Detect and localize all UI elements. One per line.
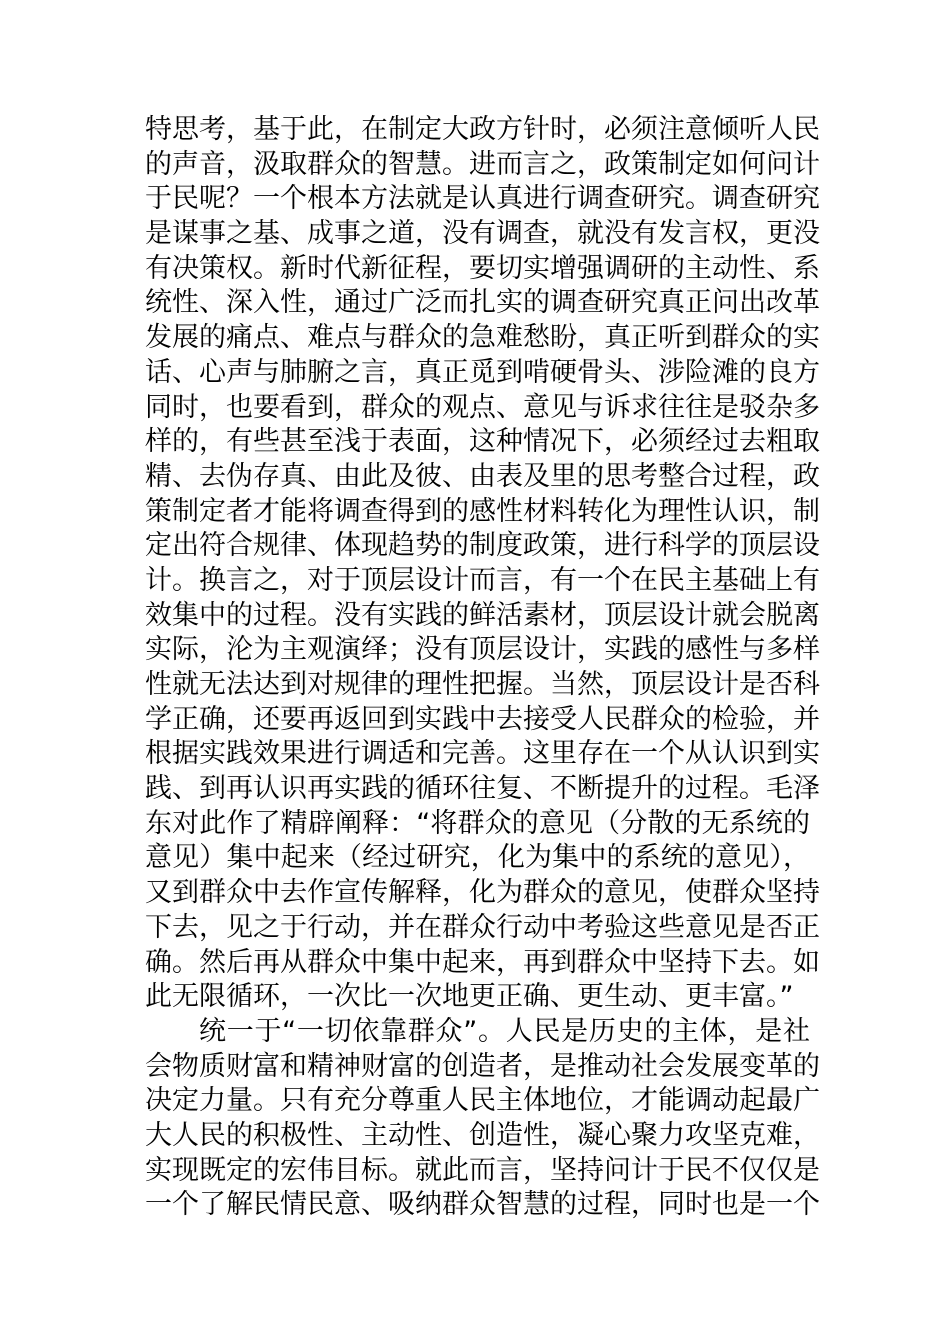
text-line: 样的，有些甚至浅于表面，这种情况下，必须经过去粗取 bbox=[145, 426, 820, 458]
text-line: 于民呢？一个根本方法就是认真进行调查研究。调查研究 bbox=[145, 183, 820, 215]
text-line: 东对此作了精辟阐释：“将群众的意见（分散的无系统的 bbox=[145, 807, 810, 839]
text-line: 实现既定的宏伟目标。就此而言，坚持问计于民不仅仅是 bbox=[145, 1154, 820, 1186]
text-line: 大人民的积极性、主动性、创造性，凝心聚力攻坚克难， bbox=[145, 1119, 820, 1151]
text-line: 定出符合规律、体现趋势的制度政策，进行科学的顶层设 bbox=[145, 530, 820, 562]
text-line: 是谋事之基、成事之道，没有调查，就没有发言权，更没 bbox=[145, 218, 820, 250]
text-line: 实际，沦为主观演绎；没有顶层设计，实践的感性与多样 bbox=[145, 634, 820, 666]
text-line: 计。换言之，对于顶层设计而言，有一个在民主基础上有 bbox=[145, 564, 820, 596]
text-line: 一个了解民情民意、吸纳群众智慧的过程，同时也是一个 bbox=[145, 1189, 820, 1221]
text-line: 统性、深入性，通过广泛而扎实的调查研究真正问出改革 bbox=[145, 287, 820, 319]
text-line: 发展的痛点、难点与群众的急难愁盼，真正听到群众的实 bbox=[145, 322, 820, 354]
text-line: 意见）集中起来（经过研究，化为集中的系统的意见）， bbox=[145, 842, 810, 874]
text-line: 性就无法达到对规律的理性把握。当然，顶层设计是否科 bbox=[145, 669, 820, 700]
paragraph-first-line: 统一于“一切依靠群众”。人民是历史的主体，是社 bbox=[199, 1015, 810, 1047]
text-line: 下去，见之于行动，并在群众行动中考验这些意见是否正 bbox=[145, 911, 820, 943]
text-line: 同时，也要看到，群众的观点、意见与诉求往往是驳杂多 bbox=[145, 391, 820, 423]
text-line: 根据实践效果进行调适和完善。这里存在一个从认识到实 bbox=[145, 738, 820, 770]
text-line: 话、心声与肺腑之言，真正觅到啃硬骨头、涉险滩的良方 bbox=[145, 356, 820, 388]
text-line: 确。然后再从群众中集中起来，再到群众中坚持下去。如 bbox=[145, 946, 820, 978]
text-line: 践、到再认识再实践的循环往复、不断提升的过程。毛泽 bbox=[145, 773, 820, 805]
text-line: 策制定者才能将调查得到的感性材料转化为理性认识，制 bbox=[145, 495, 820, 527]
paragraph-last-line: 此无限循环，一次比一次地更正确、更生动、更丰富。” bbox=[145, 981, 794, 1013]
text-line: 决定力量。只有充分尊重人民主体地位，才能调动起最广 bbox=[145, 1085, 820, 1117]
text-line: 效集中的过程。没有实践的鲜活素材，顶层设计就会脱离 bbox=[145, 599, 820, 631]
text-line: 精、去伪存真、由此及彼、由表及里的思考整合过程，政 bbox=[145, 460, 820, 492]
text-line: 有决策权。新时代新征程，要切实增强调研的主动性、系 bbox=[145, 252, 820, 284]
text-line: 特思考，基于此，在制定大政方针时，必须注意倾听人民 bbox=[145, 114, 820, 145]
text-line: 的声音，汲取群众的智慧。进而言之，政策制定如何问计 bbox=[145, 148, 820, 180]
body-text bbox=[145, 113, 820, 1223]
text-line: 又到群众中去作宣传解释，化为群众的意见，使群众坚持 bbox=[145, 877, 820, 909]
text-line: 会物质财富和精神财富的创造者，是推动社会发展变革的 bbox=[145, 1050, 820, 1082]
text-line: 学正确，还要再返回到实践中去接受人民群众的检验，并 bbox=[145, 703, 820, 735]
